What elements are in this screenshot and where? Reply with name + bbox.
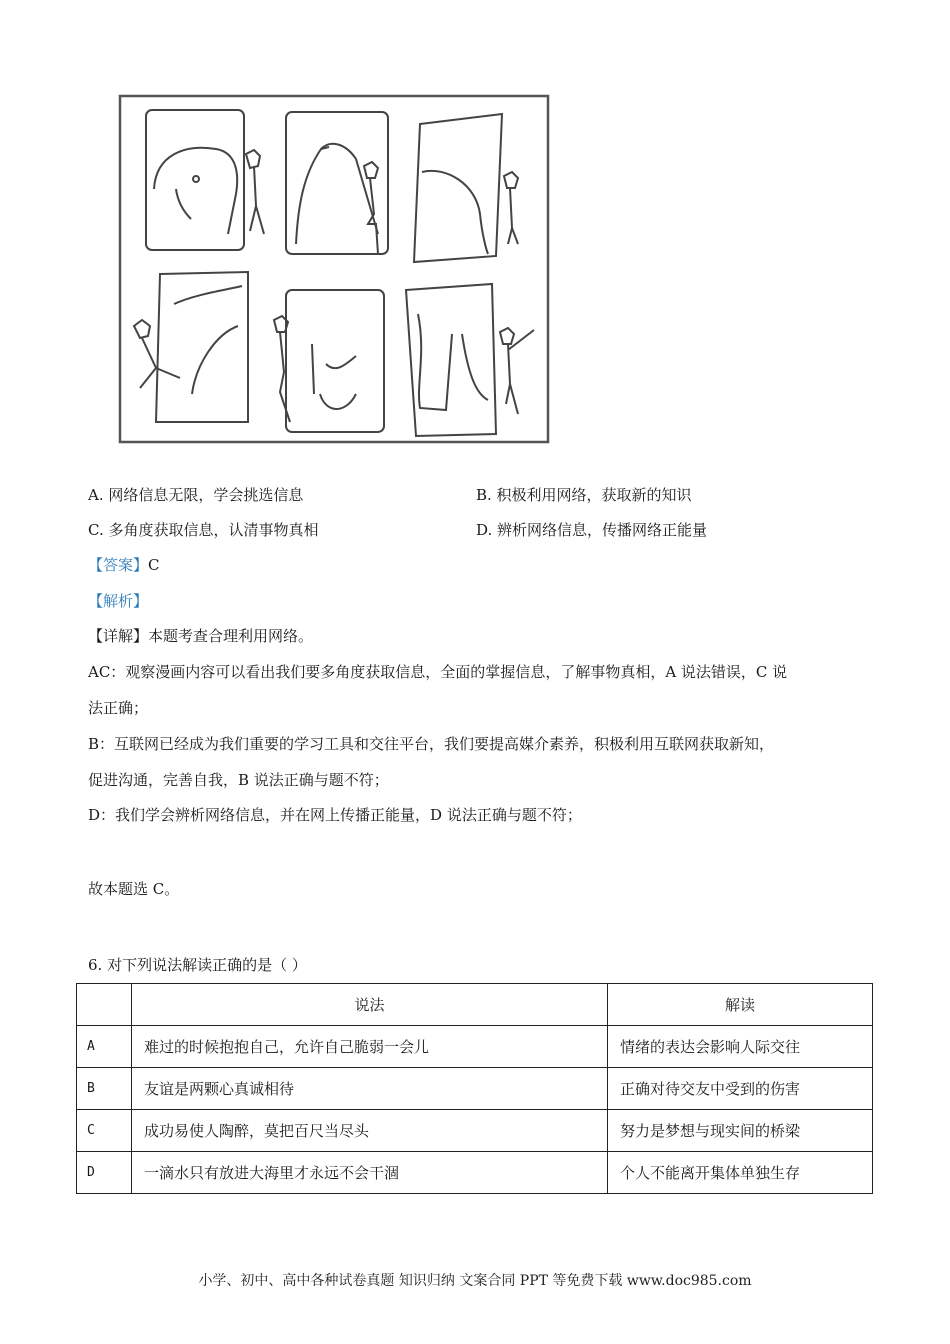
table-header-row xyxy=(77,984,873,1026)
table-header-cell: 说法 xyxy=(132,984,608,1026)
row-interpretation: 情绪的表达会影响人际交往 xyxy=(608,1026,873,1068)
cartoon-elephant-figure xyxy=(116,94,552,444)
table-row xyxy=(77,1068,873,1110)
row-statement: 友谊是两颗心真诚相待 xyxy=(132,1068,608,1110)
analysis-label: 【解析】 xyxy=(88,592,149,610)
row-statement: 成功易使人陶醉，莫把百尺当尽头 xyxy=(132,1110,608,1152)
explanation-detail: 【详解】本题考查合理利用网络。 xyxy=(88,627,314,645)
table-row xyxy=(77,1152,873,1194)
row-statement: 一滴水只有放进大海里才永远不会干涸 xyxy=(132,1152,608,1194)
row-letter: D xyxy=(77,1152,132,1194)
row-interpretation: 个人不能离开集体单独生存 xyxy=(608,1152,873,1194)
answer-line xyxy=(88,554,160,575)
row-letter: A xyxy=(77,1026,132,1068)
option-c: C. 多角度获取信息，认清事物真相 xyxy=(88,521,319,539)
answer-value: C xyxy=(148,556,160,574)
page-footer: 小学、初中、高中各种试卷真题 知识归纳 文案合同 PPT 等免费下载 www.doc985.com xyxy=(198,1273,752,1289)
row-statement: 难过的时候抱抱自己，允许自己脆弱一会儿 xyxy=(132,1026,608,1068)
explanation-conclusion: 故本题选 C。 xyxy=(88,880,180,898)
row-letter: B xyxy=(77,1068,132,1110)
option-a: A. 网络信息无限，学会挑选信息 xyxy=(88,486,304,504)
explanation-d: D：我们学会辨析网络信息，并在网上传播正能量，D 说法正确与题不符； xyxy=(88,806,582,824)
explanation-ac-1: AC：观察漫画内容可以看出我们要多角度获取信息，全面的掌握信息，了解事物真相，A 说法错误，C 说 xyxy=(88,663,788,681)
explanation-b-2: 促进沟通，完善自我，B 说法正确与题不符； xyxy=(88,771,389,789)
table-row xyxy=(77,1026,873,1068)
explanation-b-1: B：互联网已经成为我们重要的学习工具和交往平台，我们要提高媒介素养，积极利用互联网获取新知， xyxy=(88,735,775,753)
row-interpretation: 正确对待交友中受到的伤害 xyxy=(608,1068,873,1110)
explanation-ac-2: 法正确； xyxy=(88,699,149,717)
table-header-cell xyxy=(77,984,132,1026)
question-6-stem: 6. 对下列说法解读正确的是（ ） xyxy=(88,956,307,974)
table-header-cell: 解读 xyxy=(608,984,873,1026)
question-6-table xyxy=(76,983,873,1194)
answer-label: 【答案】 xyxy=(88,556,149,574)
option-b: B. 积极利用网络，获取新的知识 xyxy=(476,486,692,504)
option-d: D. 辨析网络信息，传播网络正能量 xyxy=(476,521,708,539)
row-letter: C xyxy=(77,1110,132,1152)
table-row xyxy=(77,1110,873,1152)
row-interpretation: 努力是梦想与现实间的桥梁 xyxy=(608,1110,873,1152)
